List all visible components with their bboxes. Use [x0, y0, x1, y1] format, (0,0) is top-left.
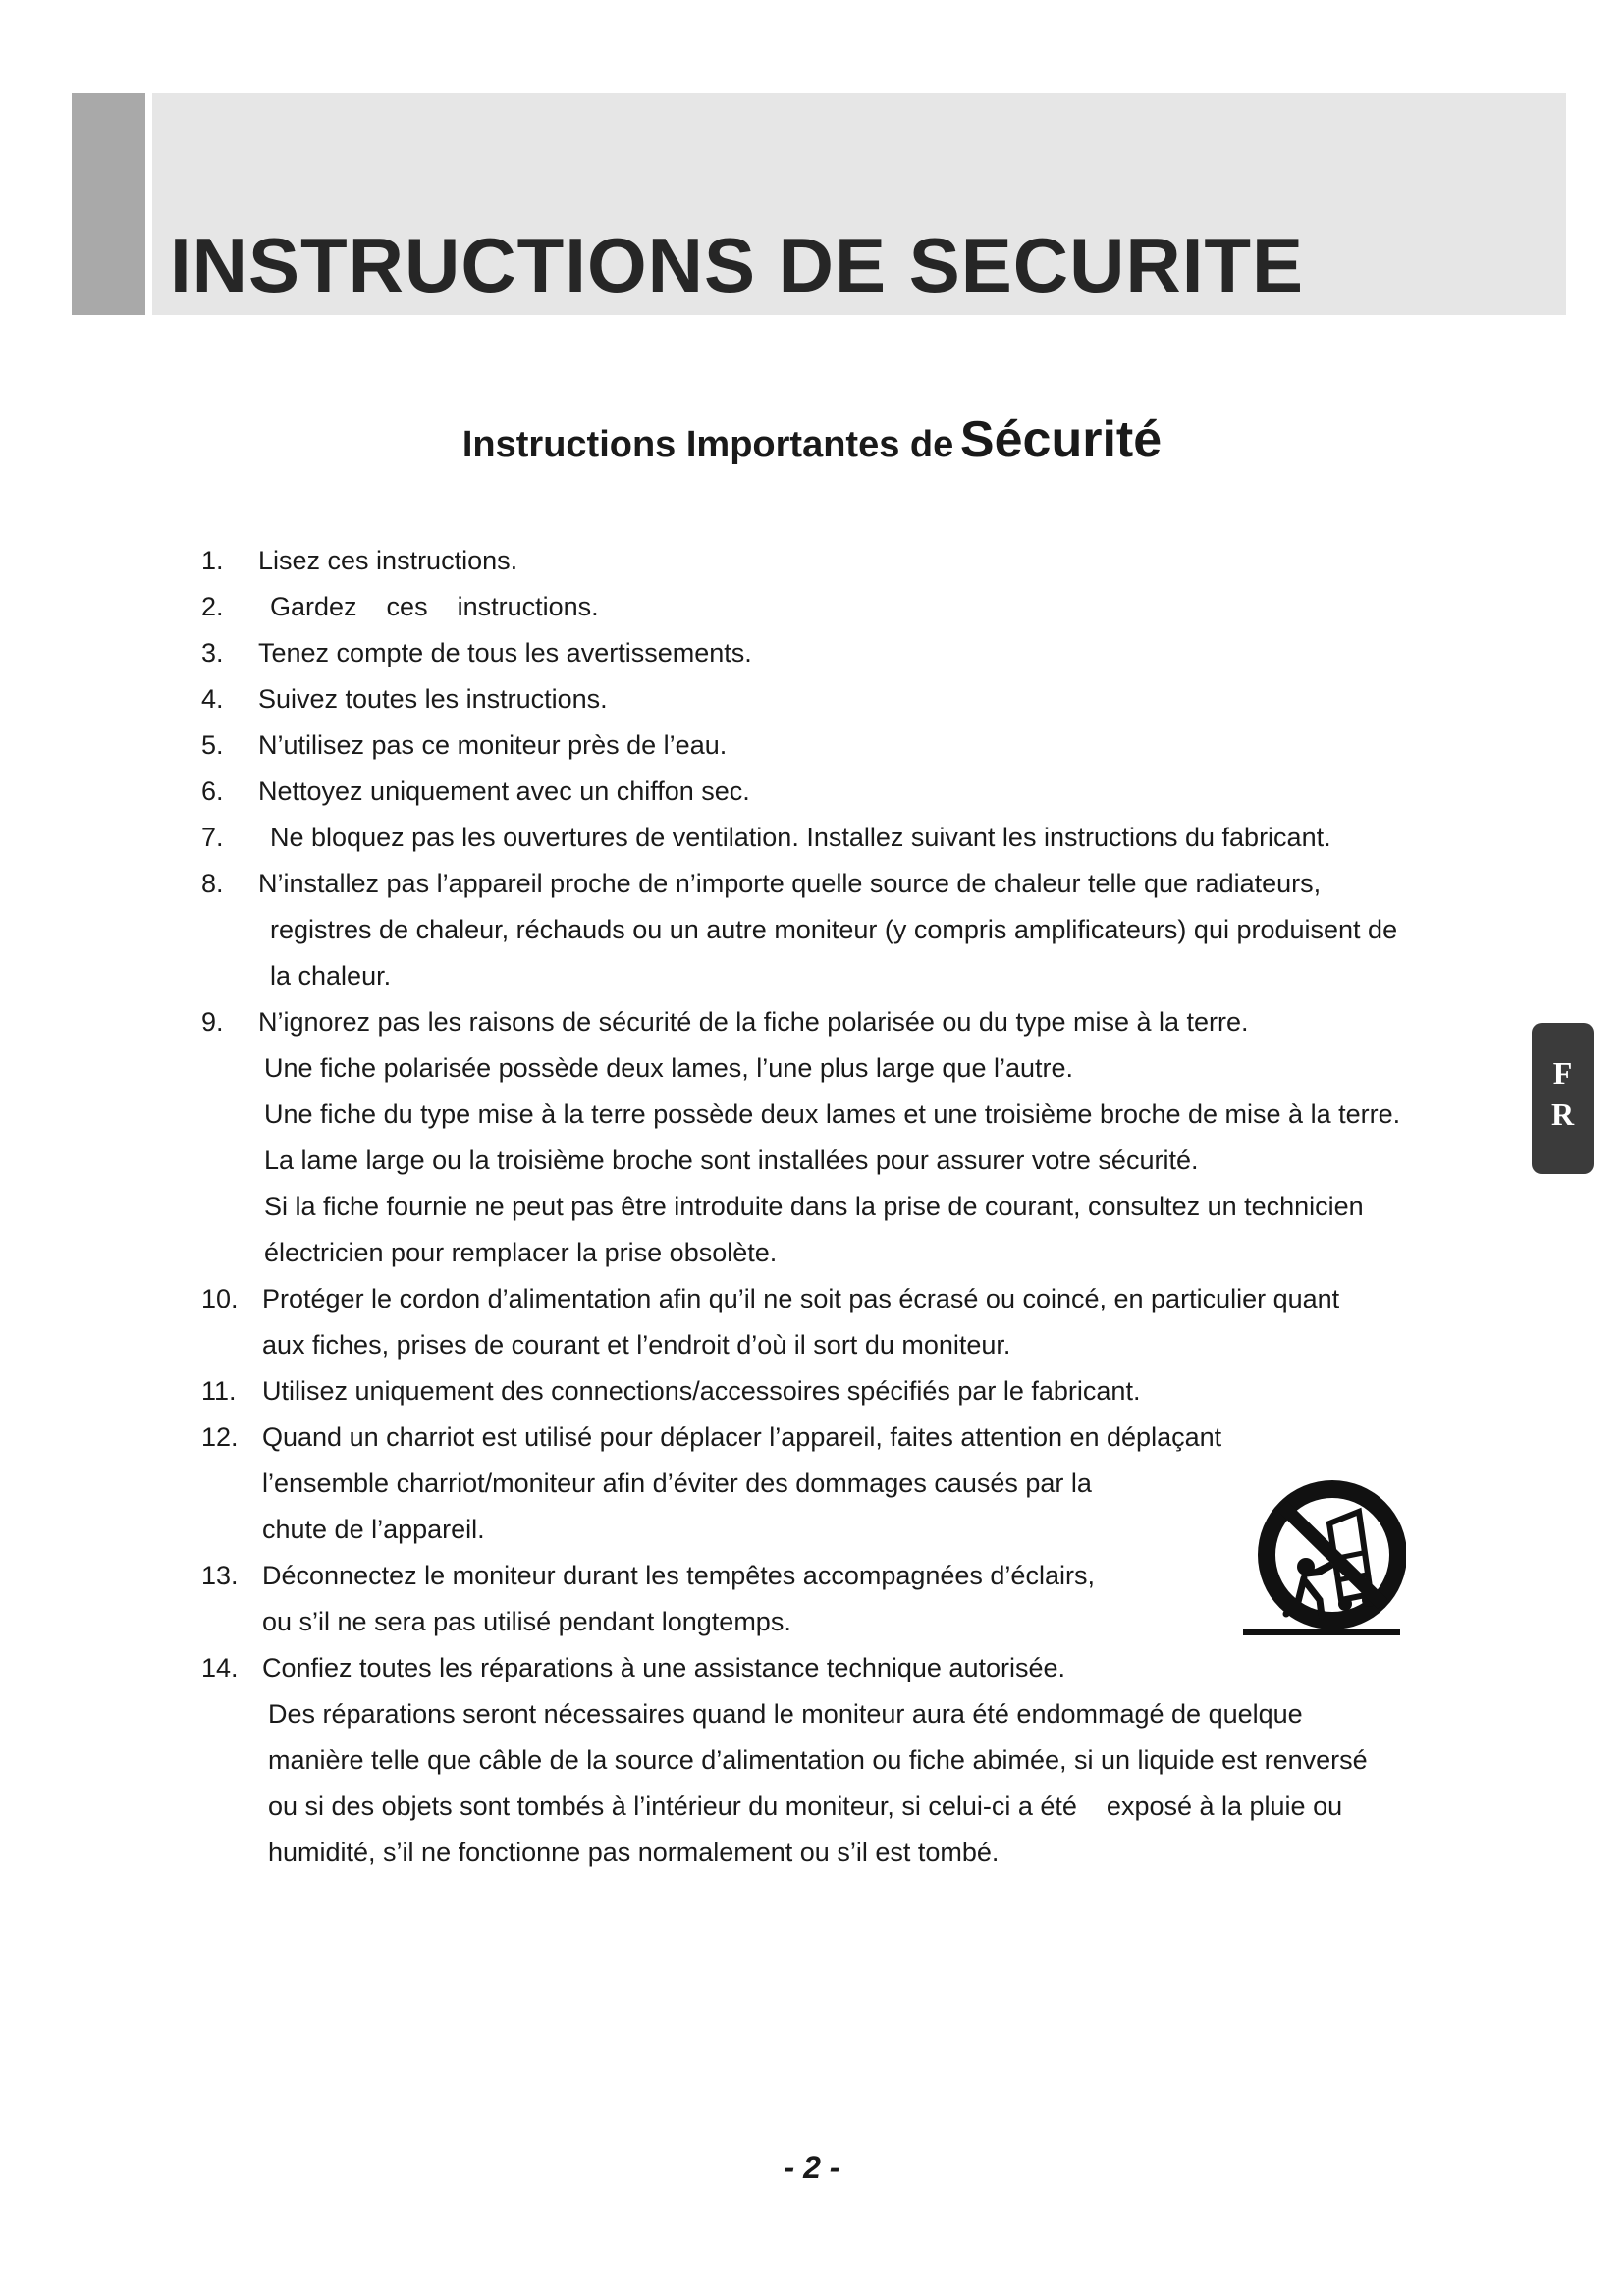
item-text: N’ignorez pas les raisons de sécurité de la fiche polarisée ou du type mise à la terre.	[258, 1007, 1249, 1037]
item-text: manière telle que câble de la source d’alimentation ou fiche abimée, si un liquide est renversé	[268, 1745, 1368, 1775]
item-text: Nettoyez uniquement avec un chiffon sec.	[258, 776, 750, 806]
item-text: Quand un charriot est utilisé pour déplacer l’appareil, faites attention en déplaçant	[262, 1422, 1222, 1452]
item-number: 6.	[201, 776, 224, 806]
language-tab	[1532, 1023, 1594, 1174]
page-title: INSTRUCTIONS DE SECURITE	[170, 222, 1305, 308]
item-text: électricien pour remplacer la prise obsolète.	[264, 1238, 778, 1267]
item-text: N’installez pas l’appareil proche de n’importe quelle source de chaleur telle que radiateurs,	[258, 869, 1322, 898]
item-text: Protéger le cordon d’alimentation afin qu’il ne soit pas écrasé ou coincé, en particulier quant	[262, 1284, 1340, 1313]
item-number: 13.	[201, 1561, 239, 1590]
item-text: humidité, s’il ne fonctionne pas normalement ou s’il est tombé.	[268, 1838, 1000, 1867]
list-item	[201, 538, 1507, 584]
item-number: 3.	[201, 638, 224, 667]
item-text: chute de l’appareil.	[262, 1515, 485, 1544]
item-text: ou s’il ne sera pas utilisé pendant longtemps.	[262, 1607, 791, 1636]
list-item	[201, 1276, 1507, 1368]
item-number: 11.	[201, 1376, 237, 1406]
item-text: Des réparations seront nécessaires quand le moniteur aura été endommagé de quelque	[268, 1699, 1303, 1729]
list-item	[201, 722, 1507, 769]
item-text: Une fiche polarisée possède deux lames, l’une plus large que l’autre.	[264, 1053, 1074, 1083]
item-text: Une fiche du type mise à la terre possède deux lames et une troisième broche de mise à la terre.	[264, 1099, 1401, 1129]
item-text: La lame large ou la troisième broche sont installées pour assurer votre sécurité.	[264, 1146, 1199, 1175]
page-number: - 2 -	[784, 2150, 840, 2185]
section-subtitle	[0, 410, 1624, 469]
list-item	[201, 1368, 1507, 1415]
item-text: l’ensemble charriot/moniteur afin d’éviter des dommages causés par la	[262, 1468, 1092, 1498]
item-number: 9.	[201, 1007, 224, 1037]
item-text: N’utilisez pas ce moniteur près de l’eau.	[258, 730, 728, 760]
list-item	[201, 861, 1507, 999]
item-text: ou si des objets sont tombés à l’intérieur du moniteur, si celui-ci a été exposé à la pluie ou	[268, 1791, 1343, 1821]
list-item	[201, 676, 1507, 722]
item-number: 14.	[201, 1653, 239, 1682]
subtitle-emphasis: Sécurité	[959, 411, 1163, 468]
item-text: Tenez compte de tous les avertissements.	[258, 638, 752, 667]
item-number: 10.	[201, 1284, 239, 1313]
list-item	[201, 815, 1507, 861]
item-text: Déconnectez le moniteur durant les tempêtes accompagnées d’éclairs,	[262, 1561, 1095, 1590]
list-item	[201, 769, 1507, 815]
list-item	[201, 630, 1507, 676]
item-number: 5.	[201, 730, 224, 760]
safety-instruction-list	[201, 538, 1507, 1876]
subtitle-prefix: Instructions Importantes de	[461, 424, 954, 465]
list-item	[201, 999, 1507, 1276]
item-number: 12.	[201, 1422, 239, 1452]
item-text: la chaleur.	[270, 961, 392, 990]
item-number: 4.	[201, 684, 224, 714]
item-text: Ne bloquez pas les ouvertures de ventilation. Installez suivant les instructions du fabricant.	[270, 823, 1331, 852]
item-text: aux fiches, prises de courant et l’endroit d’où il sort du moniteur.	[262, 1330, 1011, 1360]
item-number: 1.	[201, 546, 224, 575]
item-text: registres de chaleur, réchauds ou un autre moniteur (y compris amplificateurs) qui produisent de	[270, 915, 1398, 944]
item-text: Confiez toutes les réparations à une assistance technique autorisée.	[262, 1653, 1066, 1682]
list-item	[201, 1645, 1507, 1876]
item-number: 8.	[201, 869, 224, 898]
language-letter-f: F	[1552, 1055, 1573, 1091]
item-number: 2.	[201, 592, 224, 621]
item-text: Lisez ces instructions.	[258, 546, 518, 575]
cart-tip-over-warning-icon	[1239, 1465, 1406, 1651]
item-text: Si la fiche fournie ne peut pas être introduite dans la prise de courant, consultez un technicien	[264, 1192, 1364, 1221]
item-number: 7.	[201, 823, 224, 852]
header-accent-bar	[72, 93, 145, 315]
item-text: Utilisez uniquement des connections/accessoires spécifiés par le fabricant.	[262, 1376, 1141, 1406]
item-text: Suivez toutes les instructions.	[258, 684, 608, 714]
item-text: Gardez ces instructions.	[270, 592, 599, 621]
language-letter-r: R	[1550, 1096, 1575, 1132]
list-item	[201, 584, 1507, 630]
